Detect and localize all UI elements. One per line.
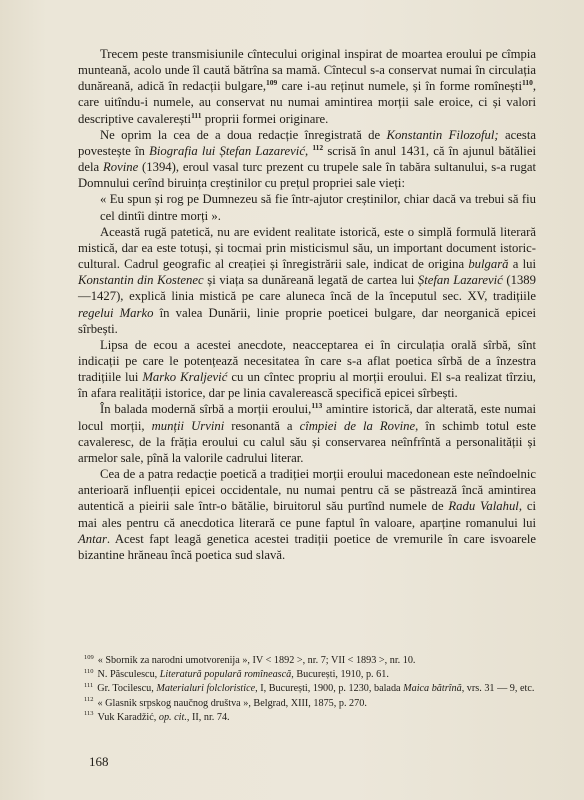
italic-text: cîmpiei de la Rovine (299, 418, 416, 433)
italic-text: Rovine (102, 160, 139, 175)
footnote-number: 113 (84, 710, 94, 718)
footnote-110: $^{110}$ N. Păsculescu, Literatură populară romînească, București, 1910, p. 61. (84, 667, 389, 681)
italic-text: op. cit. (158, 711, 187, 723)
italic-text: Biografia lui Ștefan Lazarević (149, 143, 305, 158)
italic-text: Materialuri folcloristice (156, 683, 256, 695)
paragraph-3: Această rugă patetică, nu are evident realitate istorică, este o simplă formulă literară mistică, dar ea este totuși, și tocmai prin misticismul său, un important document istoric-cultural. Cadrul geografic al creației și înregistrării sale, indicat de origina bulgară a lui Konstantin din Kostenec și viața sa dunăreană legată de cartea lui Ștefan Lazarević (1389—1427), explică linia mistică pe care aluneca încă de la începutul sec. XV, tradițiile regelui Marko în valea Dunării, linie proprie poeticei bulgare, dar neorganică epicei sîrbești. (78, 224, 537, 336)
italic-text: Marko Kraljević (142, 370, 228, 385)
italic-text: bulgară (468, 257, 509, 272)
page-number: 168 (89, 754, 109, 769)
quotation: « Eu spun și rog pe Dumnezeu să fie într-ajutor creștinilor, chiar dacă va trebui să fiu cel dintîi dintre morți ». (100, 192, 536, 223)
footnote-number: 111 (84, 682, 94, 690)
italic-text: Konstantin din Kostenec (78, 273, 204, 288)
footnote-number: 112 (84, 696, 94, 704)
paragraph-1: Trecem peste transmisiunile cîntecului original inspirat de moartea eroului pe cîmpia munteană, acolo unde îl caută bătrîna sa mamă. Cîntecul s-a conservat numai în circulația dunăreană, adică în redacții bulgare,$^{109}$ care i-au reținut numele, și în forme romînești$^{110}$, care uitîndu-i numele, au conservat nu numai amintirea morții sale eroice, ci și valori descriptive cavalerești$^{111}$ proprii formei originare. (78, 47, 537, 126)
footnote-112: $^{112}$ « Glasnik srpskog naučnog društva », Belgrad, XIII, 1875, p. 270. (84, 696, 367, 709)
footnote-reference: 113 (311, 401, 323, 411)
paragraph-2: Ne oprim la cea de a doua redacție înregistrată de Konstantin Filozoful; acesta povestește în Biografia lui Ștefan Lazarević, $^{112}$ scrisă în anul 1431, că în ajunul bătăliei dela Rovine (1394), eroul vasal turc prezent cu trupele sale în tabăra sultanului, s-a rugat Domnului cerînd biruința creștinilor cu prețul propriei sale vieți: (78, 127, 536, 191)
footnote-111: $^{111}$ Gr. Tocilescu, Materialuri folcloristice, I, București, 1900, p. 1230, balada Maica bătrînă, vrs. 31 — 9, etc. (84, 682, 535, 695)
italic-text: Maica bătrînă (403, 683, 462, 695)
italic-text: Antar (78, 531, 107, 546)
footnotes (78, 654, 536, 725)
italic-text: Literatură populară romînească (159, 669, 292, 681)
paragraph-4: Lipsa de ecou a acestei anecdote, neacceptarea ei în circulația orală sîrbă, sînt indicații pe care le potențează necesitatea în care s-a aflat poetica sîrbă de a înzestra tradițiile lui Marko Kraljević cu un cîntec propriu al morții eroului. El s-a realizat tîrziu, în afara realității istorice, dar pe linia cavalerească specifică epicei sîrbești. (78, 337, 536, 401)
footnote-reference: 112 (312, 142, 324, 152)
paragraph-5: În balada modernă sîrbă a morții eroului,$^{113}$ amintire istorică, dar alterată, este numai locul morții, munții Urvini resonantă a cîmpiei de la Rovine, în schimb totul este cavaleresc, de la frăția eroului cu calul său și conservarea neînfrîntă a personalității și armelor sale, pînă la valorile cadrului literar. (78, 401, 536, 465)
italic-text: regelui Marko (78, 305, 154, 320)
footnote-number: 110 (84, 667, 94, 675)
footnote-reference: 110 (522, 78, 533, 88)
italic-text: Radu Valahul (448, 499, 519, 514)
footnote-113: $^{113}$ Vuk Karadžić, op. cit., II, nr. 74. (84, 710, 230, 723)
paragraph-6: Cea de a patra redacție poetică a tradiției morții eroului macedonean este neîndoelnic anterioară influenții epicei occidentale, nu numai pentru că se păstrează încă amintirea autentică a pieirii sale într-o bătălie, biruitorul său purtînd numele de Radu Valahul, ci mai ales pentru că anecdotica literară ce pune faptul în valoare, aparține romanului lui Antar. Acest fapt leagă genetica acestei tradiții poetice de vremurile în care isvoarele bizantine hrăneau încă poetica sud slavă. (78, 467, 536, 562)
footnote-reference: 111 (191, 110, 202, 120)
footnote-number: 109 (84, 653, 94, 661)
italic-text: Ștefan Lazarević (417, 273, 503, 288)
italic-text: Konstantin Filozoful; (386, 127, 499, 142)
footnote-reference: 109 (266, 78, 278, 88)
footnote-109: $^{109}$ « Sbornik za narodni umotvorenija », IV < 1892 >, nr. 7; VII < 1893 >, nr. 10. (84, 653, 416, 666)
main-text (78, 46, 536, 563)
italic-text: munții Urvini (151, 418, 225, 433)
